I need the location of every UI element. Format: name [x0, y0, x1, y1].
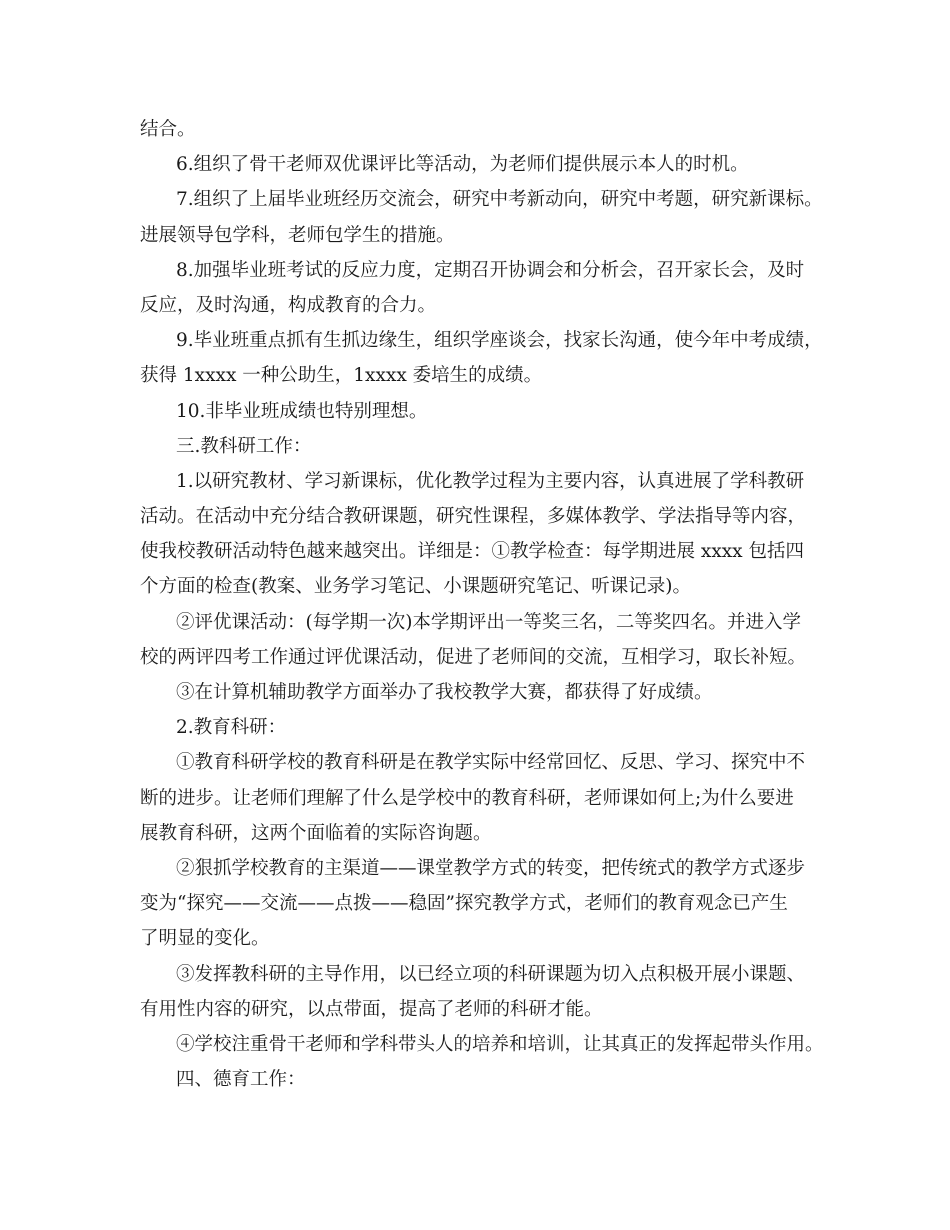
text-line: 6.组织了骨干老师双优课评比等活动，为老师们提供展示本人的时机。 [176, 154, 749, 176]
text-line: 断的进步。让老师们理解了什么是学校中的教育科研，老师课如何上;为什么要进 [140, 787, 794, 809]
text-line: ③发挥教科研的主导作用，以已经立项的科研课题为切入点积极开展小课题、 [176, 963, 806, 985]
text-line: 7.组织了上届毕业班经历交流会，研究中考新动向，研究中考题，研究新课标。 [176, 189, 823, 211]
text-line: 校的两评四考工作通过评优课活动，促进了老师间的交流，互相学习，取长补短。 [140, 646, 807, 668]
text-line: 个方面的检查(教案、业务学习笔记、小课题研究笔记、听课记录)。 [140, 576, 691, 598]
text-line: 反应，及时沟通，构成教育的合力。 [140, 294, 437, 316]
text-line: 9.毕业班重点抓有生抓边缘生，组织学座谈会，找家长沟通，使今年中考成绩， [176, 330, 823, 352]
text-line: ④学校注重骨干老师和学科带头人的培养和培训，让其真正的发挥起带头作用。 [176, 1033, 824, 1055]
text-line: 四、德育工作： [176, 1069, 306, 1091]
text-line: 展教育科研，这两个面临着的实际咨询题。 [140, 822, 492, 844]
text-line: 了明显的变化。 [140, 928, 270, 950]
text-line: 活动。在活动中充分结合教研课题，研究性课程，多媒体教学、学法指导等内容， [140, 506, 807, 528]
text-line: 进展领导包学科，老师包学生的措施。 [140, 224, 455, 246]
text-line: 使我校教研活动特色越来越突出。详细是：①教学检查：每学期进展 xxxx 包括四 [140, 541, 804, 563]
text-line: ①教育科研学校的教育科研是在教学实际中经常回忆、反思、学习、探究中不 [176, 752, 806, 774]
text-line: 有用性内容的研究，以点带面，提高了老师的科研才能。 [140, 998, 603, 1020]
document-body [140, 112, 830, 1097]
text-line: 2.教育科研： [176, 717, 287, 739]
text-line: 1.以研究教材、学习新课标，优化教学过程为主要内容，认真进展了学科教研 [176, 470, 805, 492]
text-line: 三.教科研工作： [176, 435, 312, 457]
text-line: 结合。 [140, 119, 196, 140]
text-line: 8.加强毕业班考试的反应力度，定期召开协调会和分析会，召开家长会，及时 [176, 259, 805, 281]
text-line: ②评优课活动：(每学期一次)本学期评出一等奖三名，二等奖四名。并进入学 [176, 611, 801, 633]
text-line: 获得 1xxxx 一种公助生，1xxxx 委培生的成绩。 [140, 365, 543, 387]
text-line: 10.非毕业班成绩也特别理想。 [176, 400, 428, 422]
text-line: ②狠抓学校教育的主渠道——课堂教学方式的转变，把传统式的教学方式逐步 [176, 857, 806, 879]
text-line: 变为“探究——交流——点拨——稳固”探究教学方式，老师们的教育观念已产生 [140, 893, 788, 915]
text-line: ③在计算机辅助教学方面举办了我校教学大赛，都获得了好成绩。 [176, 682, 713, 703]
